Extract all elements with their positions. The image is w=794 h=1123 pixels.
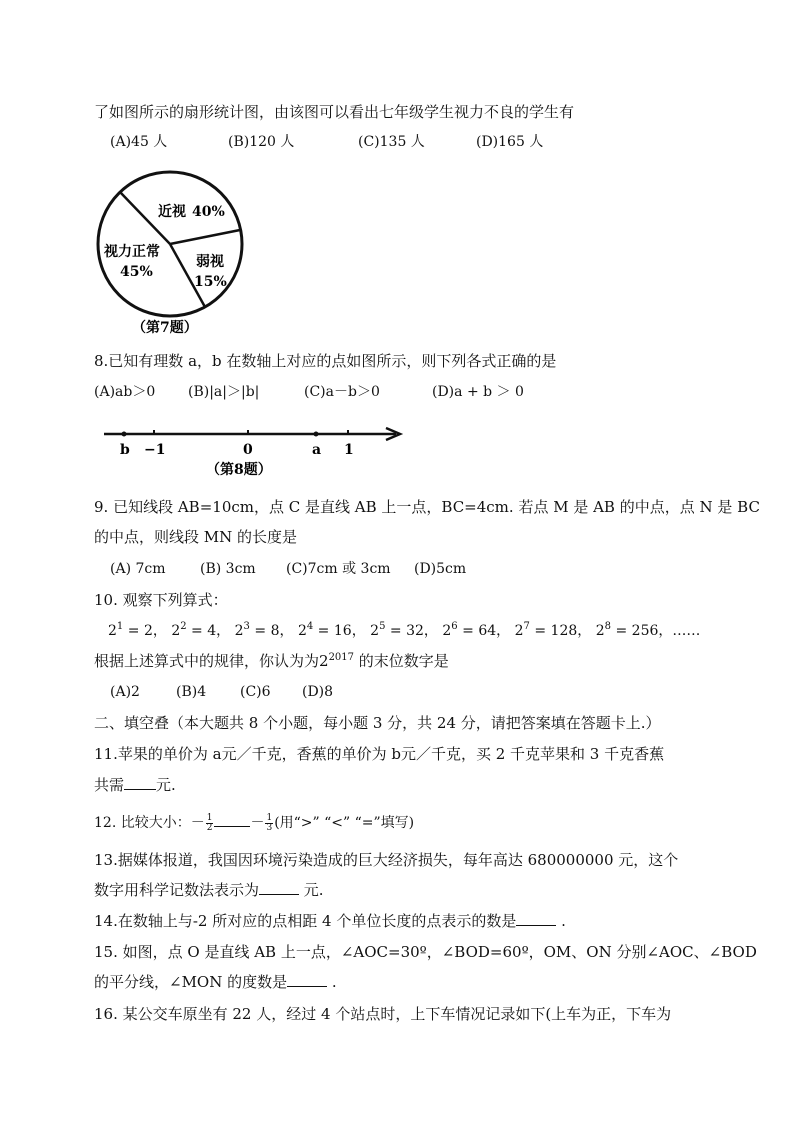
point-b xyxy=(122,432,127,437)
power-term: $2^2 = 4$ xyxy=(171,621,217,639)
q8-option-a: (A)ab＞0 xyxy=(94,384,156,400)
q13-line2: 数字用科学记数法表示为 元. xyxy=(94,881,324,899)
q10-stem: 10. 观察下列算式： xyxy=(94,591,228,609)
q10-question: 根据上述算式中的规律，你认为为$2^{2017}$ 的末位数字是 xyxy=(94,652,449,670)
q7-stem: 了如图所示的扇形统计图，由该图可以看出七年级学生视力不良的学生有 xyxy=(94,103,575,121)
q14-line: 14.在数轴上与-2 所对应的点相距 4 个单位长度的点表示的数是 . xyxy=(94,912,566,930)
q15-line1: 15. 如图，点 O 是直线 AB 上一点，∠AOC=30º，∠BOD=60º，OM、ON 分别∠AOC、∠BOD xyxy=(94,943,757,961)
answer-blank xyxy=(287,972,327,987)
q8-option-d: (D)a + b ＞ 0 xyxy=(432,384,524,400)
q9-option-a: (A) 7cm xyxy=(110,561,166,577)
q11-line1: 11.苹果的单价为 a元／千克，香蕉的单价为 b元／千克，买 2 千克苹果和 3 千克香蕉 xyxy=(94,745,665,763)
label-a: a xyxy=(312,442,322,458)
q8-caption: （第8题） xyxy=(206,462,272,478)
q12-line: 12. 比较大小：－ $\frac{1}{2}$ － $\frac{1}{3}$ (用“>” “<” “=”填写) xyxy=(94,812,415,833)
slice-percent-amblyopia: 15% xyxy=(194,274,227,290)
slice-label-normal: 视力正常 xyxy=(104,244,160,260)
q8-number-line xyxy=(100,420,410,482)
label-zero: 0 xyxy=(243,442,253,458)
power-term: $2^6 = 64$ xyxy=(442,621,497,639)
q10-option-d: (D)8 xyxy=(302,684,334,700)
answer-blank xyxy=(124,775,156,790)
q11-line2: 共需 元. xyxy=(94,776,176,794)
q9-option-c: (C)7cm 或 3cm xyxy=(286,561,391,577)
q10-option-a: (A)2 xyxy=(110,684,140,700)
q9-line2: 的中点，则线段 MN 的长度是 xyxy=(94,528,298,546)
q7-pie-chart xyxy=(92,164,262,340)
q16-line1: 16. 某公交车原坐有 22 人，经过 4 个站点时，上下车情况记录如下(上车为正，下车为 xyxy=(94,1005,672,1023)
q7-caption: （第7题） xyxy=(132,320,198,336)
q7-option-a: (A)45 人 xyxy=(110,134,168,150)
slice-label-myopia: 近视 xyxy=(158,204,186,220)
power-term: $2^4 = 16$ xyxy=(297,621,352,639)
answer-blank xyxy=(214,812,250,827)
q7-option-c: (C)135 人 xyxy=(358,134,425,150)
q10-option-b: (B)4 xyxy=(176,684,207,700)
slice-percent-normal: 45% xyxy=(120,264,153,280)
label-one: 1 xyxy=(344,442,354,458)
power-term: $2^7 = 128$ xyxy=(514,621,578,639)
q9-line1: 9. 已知线段 AB=10cm，点 C 是直线 AB 上一点，BC=4cm. 若点 M 是 AB 的中点，点 N 是 BC xyxy=(94,498,760,516)
answer-blank xyxy=(259,880,299,895)
pie-divider-2 xyxy=(170,230,240,244)
fraction-third: $\frac{1}{3}$ xyxy=(266,812,273,833)
q9-option-b: (B) 3cm xyxy=(200,561,256,577)
power-term: $2^1 = 2$ xyxy=(108,621,153,639)
q7-option-b: (B)120 人 xyxy=(228,134,295,150)
fraction-half: $\frac{1}{2}$ xyxy=(206,812,213,833)
label-minus-one: −1 xyxy=(144,442,166,458)
point-a xyxy=(314,432,319,437)
slice-label-amblyopia: 弱视 xyxy=(196,254,224,270)
q13-line1: 13.据媒体报道，我国因环境污染造成的巨大经济损失，每年高达 680000000 元，这个 xyxy=(94,851,679,869)
q10-option-c: (C)6 xyxy=(240,684,271,700)
slice-percent-myopia: 40% xyxy=(192,204,225,220)
label-b: b xyxy=(120,442,130,458)
q8-option-b: (B)|a|＞|b| xyxy=(188,384,260,400)
power-term: $2^8 = 256$ xyxy=(595,621,659,639)
q8-option-c: (C)a－b＞0 xyxy=(304,384,380,400)
power-term: $2^5 = 32$ xyxy=(370,621,424,639)
answer-blank xyxy=(516,911,556,926)
section-two-heading: 二、填空叠（本大题共 8 个小题，每小题 3 分，共 24 分，请把答案填在答题卡上.） xyxy=(94,714,661,732)
q8-stem: 8.已知有理数 a，b 在数轴上对应的点如图所示，则下列各式正确的是 xyxy=(94,352,557,370)
q15-line2: 的平分线，∠MON 的度数是 . xyxy=(94,973,337,991)
q9-option-d: (D)5cm xyxy=(414,561,467,577)
q7-option-d: (D)165 人 xyxy=(476,134,544,150)
q10-powers-line: $2^1 = 2$， $2^2 = 4$， $2^3 = 8$， $2^4 = 16$， $2^5 = 32$， $2^6 = 64$， $2^7 = 128$， $2^8 = 256$，…… xyxy=(108,621,701,639)
power-term: $2^3 = 8$ xyxy=(234,621,280,639)
